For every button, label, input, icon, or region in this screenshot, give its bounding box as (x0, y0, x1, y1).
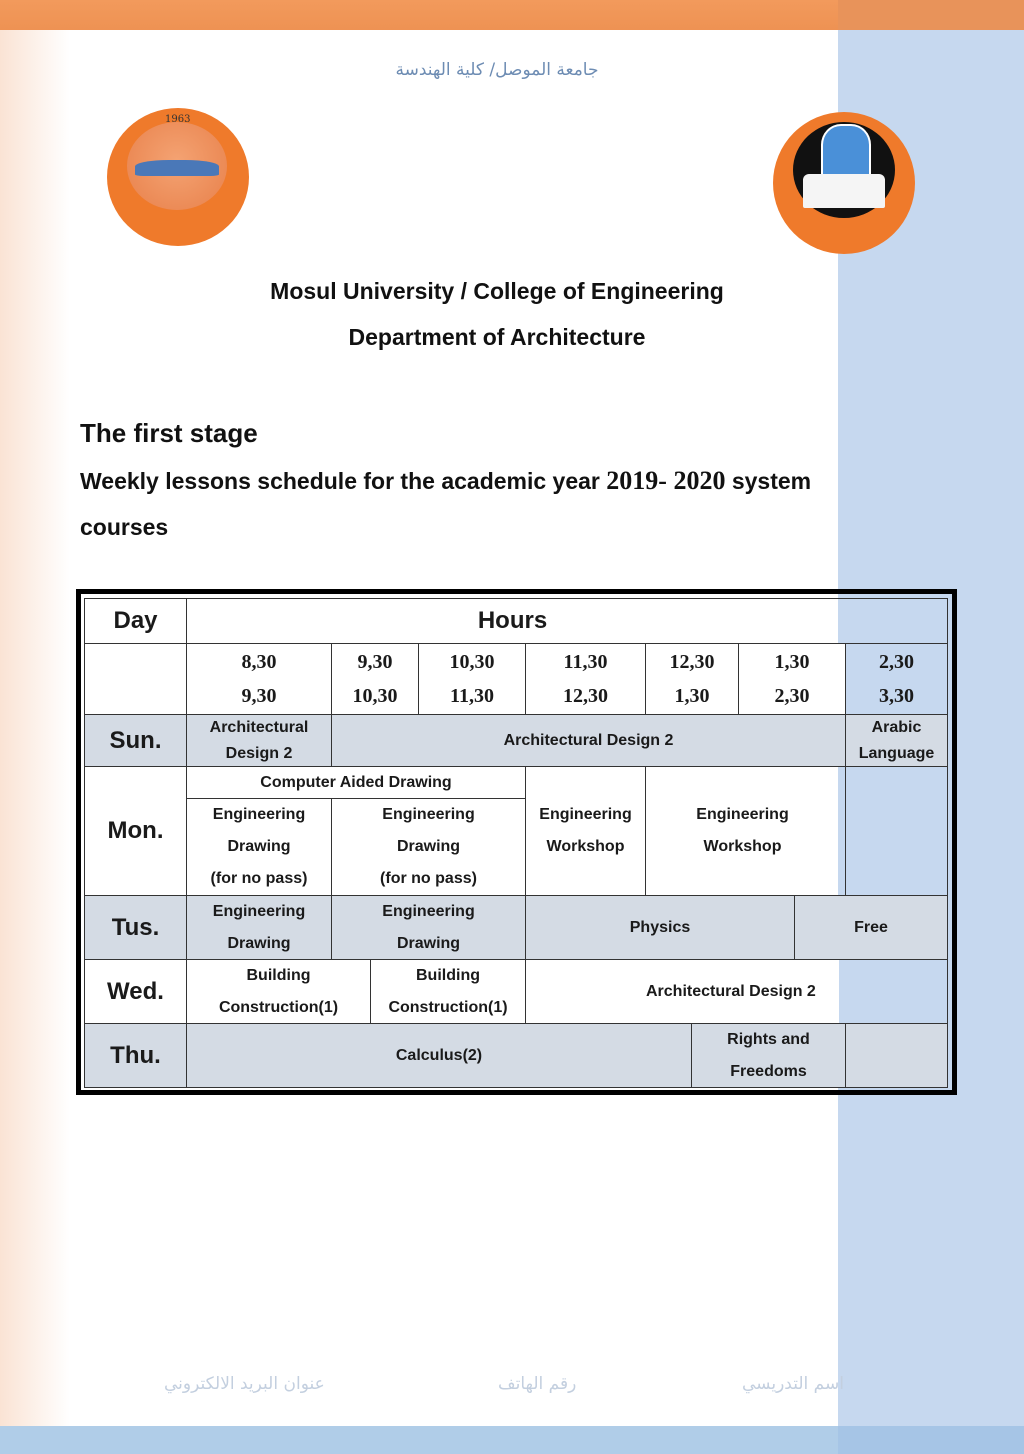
time-end: 1,30 (674, 685, 710, 707)
schedule-title-line2: courses (80, 514, 169, 540)
bridge-icon (135, 160, 219, 176)
class-name-line: Workshop (546, 838, 625, 855)
time-start: 12,30 (669, 651, 715, 673)
logo-year: 1963 (165, 114, 191, 125)
day-label-tus: Tus. (84, 895, 187, 960)
class-name-line: Construction(1) (388, 998, 508, 1016)
class-name-line: Architectural Design 2 (646, 982, 816, 1000)
open-book-icon (803, 174, 885, 208)
time-slot (645, 643, 739, 715)
class-name-line: Building (246, 966, 311, 984)
time-end: 10,30 (352, 685, 398, 707)
class-name-line: Engineering (212, 806, 306, 823)
time-start: 8,30 (241, 651, 277, 673)
class-name-line: Drawing (227, 934, 291, 952)
class-name-line: Freedoms (730, 1062, 807, 1080)
time-slot (845, 643, 948, 715)
footer-phone: رقم الهاتف (498, 1374, 577, 1394)
class-name-line: Workshop (703, 838, 782, 855)
class-cell (186, 798, 332, 896)
class-name-line: Drawing (396, 934, 461, 952)
class-name-line: Engineering (382, 806, 475, 823)
left-gradient-band (0, 30, 70, 1426)
class-name-line: Drawing (396, 838, 461, 855)
class-cell (645, 766, 839, 896)
day-header: Day (84, 598, 187, 644)
schedule-title-suffix: system (725, 468, 812, 494)
arabic-header: جامعة الموصل/ كلية الهندسة (395, 60, 599, 80)
hours-header: Hours (186, 598, 839, 644)
stage-title: The first stage (80, 418, 258, 448)
footer-instructor-name: اسم التدريسي (742, 1374, 844, 1394)
time-slot (186, 643, 332, 715)
class-name-line: Engineering (212, 902, 306, 920)
class-name-line: Drawing (227, 838, 291, 855)
class-cell: Calculus(2) (186, 1023, 692, 1088)
day-label-wed: Wed. (84, 959, 187, 1024)
time-start: 10,30 (449, 651, 495, 673)
bottom-decorative-bar-right (838, 1426, 1024, 1454)
class-name-line: Building (416, 966, 480, 984)
time-slot (331, 643, 419, 715)
class-cell: Free (794, 895, 948, 960)
time-end: 9,30 (241, 685, 277, 707)
institution-title: Mosul University / College of Engineering (270, 278, 724, 304)
class-name-line: (for no pass) (380, 870, 477, 887)
schedule-title (80, 466, 811, 496)
time-end: 11,30 (450, 685, 494, 707)
class-name-line: Arabic (871, 718, 922, 736)
time-start: 11,30 (563, 651, 608, 673)
time-slot (525, 643, 646, 715)
day-label-thu: Thu. (84, 1023, 187, 1088)
class-cell (525, 766, 646, 896)
class-name-line: (for no pass) (210, 870, 308, 887)
class-cell: Physics (525, 895, 795, 960)
hours-header-band (838, 598, 948, 644)
time-slot-empty (84, 643, 187, 715)
day-label-mon: Mon. (84, 766, 187, 896)
class-name-line: Engineering (696, 806, 789, 823)
time-end: 3,30 (879, 685, 914, 707)
class-cell (370, 959, 526, 1024)
class-name-line: Engineering (382, 902, 475, 920)
mosul-university-logo-icon (773, 112, 915, 254)
class-cell-cad: Computer Aided Drawing (186, 766, 526, 799)
class-name-line: Architectural (209, 718, 309, 736)
class-cell (186, 895, 332, 960)
time-end: 12,30 (563, 685, 608, 707)
class-cell (186, 714, 332, 767)
time-slot (738, 643, 846, 715)
time-start: 9,30 (357, 651, 393, 673)
college-of-engineering-logo-icon (107, 108, 249, 246)
class-cell (691, 1023, 846, 1088)
class-cell-empty (845, 766, 948, 896)
class-cell (331, 798, 526, 896)
class-name-line: Design 2 (225, 744, 293, 762)
footer-email: عنوان البريد الالكتروني (164, 1374, 325, 1394)
class-name-line: Language (858, 744, 935, 762)
top-decorative-bar-right (838, 0, 1024, 30)
class-cell (525, 959, 948, 1024)
time-end: 2,30 (774, 685, 810, 707)
class-cell (186, 959, 371, 1024)
day-label-sun: Sun. (84, 714, 187, 767)
department-title: Department of Architecture (348, 324, 646, 350)
class-cell: Architectural Design 2 (331, 714, 846, 767)
time-start: 1,30 (774, 651, 810, 673)
time-start: 2,30 (879, 651, 914, 673)
class-cell (331, 895, 526, 960)
class-name-line: Engineering (539, 806, 632, 823)
time-slot (418, 643, 526, 715)
schedule-title-prefix: Weekly lessons schedule for the academic year (80, 468, 607, 494)
tower-icon (821, 124, 871, 176)
class-name-line: Rights and (727, 1030, 810, 1048)
class-cell-empty (845, 1023, 948, 1088)
class-cell (845, 714, 948, 767)
academic-year: 2019- 2020 (606, 466, 726, 495)
class-name-line: Construction(1) (218, 998, 339, 1016)
